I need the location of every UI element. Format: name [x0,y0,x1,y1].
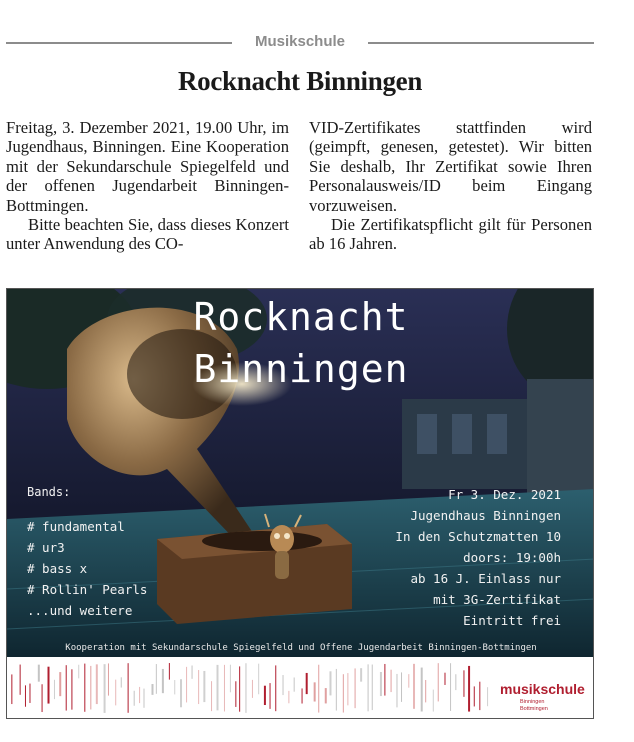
stripe-mark [108,663,109,695]
band-item: # Rollin' Pearls [27,582,148,597]
stripe-mark [318,665,319,713]
stripe-mark [288,691,289,703]
stripe-mark [355,668,356,708]
stripe-mark [42,684,43,712]
stripe-mark [151,684,153,695]
stripe-mark [186,667,187,703]
stripe-mark [438,663,439,701]
stripe-mark [306,673,308,694]
stripe-mark [104,664,106,713]
stripe-mark [455,674,456,690]
stripe-mark [264,686,266,705]
stripe-mark [336,669,337,711]
stripe-mark [66,665,67,710]
stripe-mark [270,683,271,709]
logo-subtitle: Binningen [520,699,545,705]
band-item: # fundamental [27,519,125,534]
stripe-mark [413,664,415,709]
stripe-mark [20,665,21,695]
stripe-mark [198,670,199,704]
paragraph: Bitte beachten Sie, dass dieses Konzert unter Anwendung des CO- [6,215,289,254]
stripe-mark [368,664,369,711]
stripe-mark [421,668,423,712]
event-info-line: Jugendhaus Binningen [410,508,561,523]
stripe-mark [380,672,382,696]
stripe-mark [216,665,218,710]
stripe-mark [329,671,331,695]
stripe-mark [224,665,225,712]
event-info-line: Eintritt frei [463,613,561,628]
stripe-mark [115,680,116,706]
stripe-mark [343,674,344,712]
stripe-mark [156,664,157,694]
stripe-mark [203,671,205,702]
stripe-mark [192,666,193,679]
stripe-mark [71,669,72,709]
stripe-mark [230,665,231,693]
paragraph: Freitag, 3. Dezember 2021, 19.00 Uhr, im Jugendhaus, Binningen. Eine Kooperation mit der Sekundarschule Spiegelfeld und der offenen Jugendarbeit Binningen-Bottmingen. [6,118,289,215]
stripe-mark [235,681,236,707]
stripe-mark [444,673,445,685]
event-info-line: In den Schutzmatten 10 [395,529,561,544]
stripe-mark [134,691,135,706]
article-column-left [6,118,289,254]
stripe-mark [258,664,259,695]
stripe-mark [401,672,402,701]
stripe-mark [347,673,348,705]
stripe-mark [90,666,91,710]
section-rule-right [368,42,594,44]
stripe-mark [211,681,212,711]
stripe-mark [425,680,426,702]
stripe-mark [139,687,140,703]
event-info-line: doors: 19:00h [463,550,561,565]
stripe-mark [162,669,164,693]
poster-title-line2: Binningen [193,347,409,391]
stripe-mark [245,663,246,713]
stripe-mark [450,663,451,711]
stripe-mark [29,684,30,703]
logo-subtitle: Bottmingen [520,706,548,712]
stripe-mark [468,666,470,712]
stripe-mark [252,680,253,698]
stripe-mark [128,663,129,713]
stripe-mark [433,690,434,712]
paragraph: VID-Zertifikates stattfinden wird (geimpft, genesen, getestet). Wir bitten Sie deshalb, Ihr Zertifikat sowie Ihren Personalausweis/ID beim Eingang vorzuweisen. [309,118,592,215]
stripe-mark [144,689,145,708]
stripe-mark [180,679,182,707]
band-item: # bass x [27,561,88,576]
stripe-mark [38,665,40,682]
stripe-mark [391,670,392,692]
stripe-mark [302,688,303,703]
event-info-line: ab 16 J. Einlass nur [410,571,561,586]
stripe-mark [11,674,12,704]
stripe-mark [96,664,98,704]
stripe-mark [283,675,284,695]
event-info-line: mit 3G-Zertifikat [433,592,561,607]
stripe-mark [78,665,79,679]
stripe-mark [121,677,122,687]
stripe-mark [463,670,464,697]
stripe-mark [174,680,175,694]
stripe-mark [294,677,295,691]
section-header [6,32,594,52]
section-label: Musikschule [254,33,346,50]
stripe-mark [59,672,61,696]
band-item: ...und weitere [27,603,133,618]
stripe-mark [275,665,276,711]
article-headline: Rocknacht Binningen [177,66,423,96]
band-item: # ur3 [27,540,65,555]
stripe-mark [396,674,397,707]
paragraph: Die Zertifikatspflicht gilt für Personen ab 16 Jahren. [309,215,592,254]
event-poster [6,288,594,719]
stripe-mark [372,665,373,711]
musikschule-logo: musikschule [500,681,585,697]
stripe-mark [360,668,362,681]
stripe-mark [84,664,85,712]
stripe-mark [169,663,170,680]
poster-title-line1: Rocknacht [193,295,409,339]
stripe-mark [487,687,488,706]
event-info-line: Fr 3. Dez. 2021 [448,487,561,502]
stripe-mark [314,682,316,701]
stripe-mark [408,674,409,688]
cooperation-note: Kooperation mit Sekundarschule Spiegelfeld und Offene Jugendarbeit Binningen-Bottmingen [65,643,537,653]
bands-heading: Bands: [27,485,71,499]
stripe-mark [48,667,50,704]
stripe-mark [325,688,327,703]
stripe-mark [54,680,55,699]
stripe-mark [239,666,240,711]
article-column-right [309,118,592,254]
stripe-mark [474,686,475,706]
stripe-mark [25,685,26,706]
stripe-mark [479,682,480,710]
stripe-mark [384,664,385,696]
